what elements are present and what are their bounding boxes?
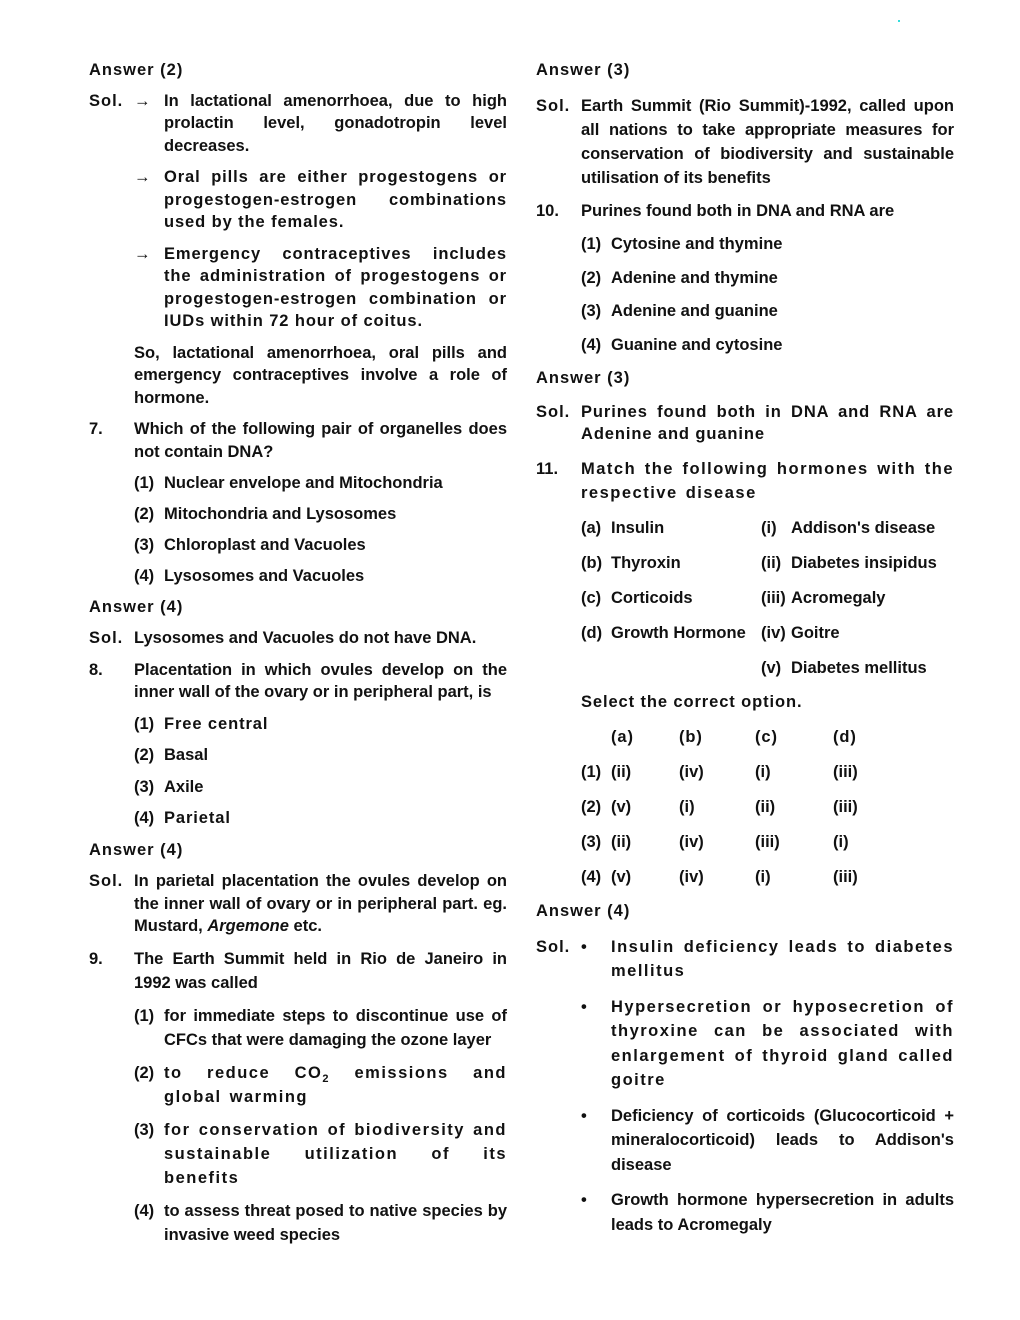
q8-solution (89, 870, 507, 938)
grid-cell: (iv) (679, 762, 704, 781)
q7-option-3[interactable] (134, 534, 507, 557)
question-text: Purines found both in DNA and RNA are (581, 201, 895, 220)
q11-answer: Answer (4) (536, 902, 631, 920)
match-row (581, 517, 954, 540)
option-text: Cytosine and thymine (611, 235, 783, 253)
grid-cell: (ii) (611, 762, 632, 781)
option-number: (1) (581, 235, 602, 253)
question-7 (89, 418, 507, 463)
grid-option-number[interactable]: (3) (581, 832, 602, 851)
question-text: The Earth Summit held in Rio de Janeiro in 1992 was called (134, 949, 507, 992)
grid-cell: (iv) (679, 832, 704, 851)
q6-sol-point (134, 243, 507, 333)
q7-option-2[interactable] (134, 503, 507, 526)
question-11 (536, 457, 954, 506)
q8-answer: Answer (4) (89, 840, 184, 859)
match-b-text: Goitre (791, 623, 840, 642)
option-number: (4) (581, 335, 602, 354)
option-number: (3) (134, 536, 155, 554)
sol-label: Sol. (536, 96, 571, 115)
sol-text-prefix: In parietal placentation the ovules develop on the inner wall of ovary or in peripheral part. eg. Mustard, (134, 872, 507, 935)
match-b-number: (v) (761, 658, 782, 677)
grid-cell: (v) (611, 797, 632, 816)
sol-point: Emergency contraceptives includes the administration of progestogens or progestogen-estrogen combination or IUDs within 72 hour of coitus. (164, 244, 507, 330)
sol-label: Sol. (536, 402, 571, 421)
match-row (581, 552, 954, 575)
match-a-number: (b) (581, 553, 603, 572)
match-a-text: Thyroxin (611, 553, 681, 572)
q10-option-1[interactable] (581, 233, 954, 256)
grid-cell: (i) (679, 797, 695, 816)
match-b-number: (iv) (761, 623, 786, 642)
match-row (581, 657, 954, 680)
bullet-icon: • (581, 997, 587, 1016)
grid-option-number[interactable]: (4) (581, 867, 602, 886)
option-text: Lysosomes and Vacuoles (164, 567, 365, 585)
option-text: Free central (164, 714, 269, 733)
match-b-number: (ii) (761, 553, 782, 572)
grid-cell: (iii) (755, 832, 780, 851)
option-number: (3) (134, 777, 155, 796)
instruction-text: Select the correct option. (581, 693, 803, 711)
arrow-icon: → (134, 244, 151, 263)
grid-header-cell: (c) (755, 727, 778, 746)
q9-option-3[interactable] (134, 1118, 507, 1190)
grid-header-cell: (d) (833, 727, 857, 746)
sol-text: Earth Summit (Rio Summit)-1992, called upon all nations to take appropriate measures for conservation of biodiversity and sustainable utilisation of its benefits (581, 96, 954, 187)
q8-option-3[interactable] (134, 776, 507, 799)
sol-label: Sol. (89, 629, 124, 647)
grid-header-cell: (a) (611, 727, 634, 746)
sol-text: Purines found both in DNA and RNA are Adenine and guanine (581, 402, 954, 443)
grid-option-number[interactable]: (2) (581, 797, 602, 816)
q11-solution (536, 935, 954, 984)
question-8 (89, 659, 507, 704)
match-row (581, 587, 954, 610)
match-a-text: Growth Hormone (611, 623, 746, 642)
q6-sol-conclusion: So, lactational amenorrhoea, oral pills and emergency contraceptives involve a role of hormone. (134, 343, 507, 407)
bullet-icon: • (581, 937, 587, 956)
q7-option-1[interactable] (134, 472, 507, 495)
q6-solution (89, 90, 507, 158)
question-10 (536, 200, 954, 223)
option-text: Parietal (164, 809, 231, 827)
q10-option-4[interactable] (581, 334, 954, 357)
match-a-text: Corticoids (611, 588, 693, 607)
question-text: Which of the following pair of organelles does not contain DNA? (134, 420, 507, 461)
q6-answer: Answer (2) (89, 61, 184, 79)
right-column (536, 56, 954, 1237)
match-row (581, 622, 954, 645)
q7-answer: Answer (4) (89, 598, 184, 616)
match-b-text: Acromegaly (791, 588, 886, 607)
sol-label: Sol. (536, 937, 571, 956)
sol-text-italic: Argemone (207, 917, 289, 935)
option-text: Guanine and cytosine (611, 335, 783, 354)
option-number: (4) (134, 1201, 155, 1220)
grid-header-cell: (b) (679, 727, 703, 746)
arrow-icon: → (134, 91, 151, 110)
sol-label: Sol. (89, 91, 124, 110)
match-a-number: (d) (581, 623, 603, 642)
match-b-text: Diabetes insipidus (791, 553, 937, 572)
sol-point: Growth hormone hypersecretion in adults leads to Acromegaly (611, 1191, 954, 1234)
sol-text: Lysosomes and Vacuoles do not have DNA. (134, 629, 477, 647)
option-number: (3) (134, 1120, 155, 1139)
answer-grid (581, 726, 954, 889)
question-number: 7. (89, 420, 103, 438)
q11-sol-point (581, 1104, 954, 1178)
option-text: Basal (164, 746, 209, 764)
option-number: (4) (134, 809, 155, 827)
option-number: (2) (134, 1063, 155, 1082)
q8-option-1[interactable] (134, 713, 507, 736)
option-text (164, 1061, 507, 1109)
grid-cell: (iii) (833, 867, 858, 886)
question-number: 8. (89, 660, 103, 679)
option-text: Nuclear envelope and Mitochondria (164, 474, 443, 492)
match-a-number: (a) (581, 518, 602, 537)
q6-sol-point (134, 166, 507, 234)
q11-sol-point (581, 1188, 954, 1237)
match-b-text: Addison's disease (791, 518, 936, 537)
option-number: (1) (134, 714, 155, 733)
grid-cell: (ii) (755, 797, 776, 816)
q9-option-4[interactable] (134, 1199, 507, 1247)
arrow-icon: → (134, 168, 151, 186)
grid-cell: (iii) (833, 762, 858, 781)
sol-point: Insulin deficiency leads to diabetes mellitus (611, 937, 954, 980)
option-number: (1) (134, 1006, 155, 1025)
sol-text-suffix: etc. (288, 917, 322, 935)
option-text: to assess threat posed to native species by invasive weed species (164, 1201, 507, 1244)
option-number: (2) (134, 746, 155, 764)
option-text: for conservation of biodiversity and sustainable utilization of its benefits (164, 1120, 507, 1187)
question-number: 9. (89, 949, 103, 968)
question-number: 11. (536, 459, 559, 478)
option-text: Mitochondria and Lysosomes (164, 505, 397, 523)
match-a-number: (c) (581, 588, 602, 607)
bullet-icon: • (581, 1106, 587, 1125)
q9-option-1[interactable] (134, 1004, 507, 1052)
left-column (89, 56, 507, 1247)
option-number: (2) (134, 505, 155, 523)
q11-sol-point (581, 995, 954, 1093)
bullet-icon: • (581, 1191, 587, 1209)
q9-answer: Answer (3) (536, 61, 631, 79)
option-number: (3) (581, 302, 602, 320)
option-text: Axile (164, 777, 204, 796)
match-b-number: (iii) (761, 588, 786, 607)
match-a-text: Insulin (611, 518, 665, 537)
grid-cell: (i) (755, 762, 771, 781)
option-text-prefix: to reduce CO (164, 1063, 323, 1082)
question-9 (89, 947, 507, 995)
sol-point: In lactational amenorrhoea, due to high prolactin level, gonadotropin level decreases. (164, 91, 507, 155)
grid-cell: (i) (755, 867, 771, 886)
grid-header-cell (581, 726, 611, 749)
option-text: Adenine and thymine (611, 268, 778, 287)
q10-option-3[interactable] (581, 300, 954, 323)
q9-solution (536, 94, 954, 190)
match-list (536, 517, 954, 680)
option-number: (4) (134, 567, 155, 585)
option-number: (1) (134, 474, 155, 492)
option-text: for immediate steps to discontinue use of CFCs that were damaging the ozone layer (164, 1006, 507, 1049)
sol-point: Deficiency of corticoids (Glucocorticoid + mineralocorticoid) leads to Addison's disease (611, 1106, 954, 1174)
grid-option-number[interactable]: (1) (581, 762, 602, 781)
option-number: (2) (581, 268, 602, 287)
match-b-number: (i) (761, 518, 777, 537)
grid-cell: (i) (833, 832, 849, 851)
question-text: Placentation in which ovules develop on the inner wall of the ovary or in peripheral part, is (134, 660, 507, 701)
option-text-suffix: emissions and global warming (164, 1063, 507, 1106)
q7-option-4[interactable] (134, 565, 507, 588)
option-text: Adenine and guanine (611, 302, 778, 320)
question-number: 10. (536, 201, 559, 220)
grid-cell: (ii) (611, 832, 632, 851)
corner-dot-artifact (898, 20, 900, 22)
q10-option-2[interactable] (581, 267, 954, 290)
sol-point: Oral pills are either progestogens or progestogen-estrogen combinations used by the females. (164, 168, 507, 231)
sol-label: Sol. (89, 872, 124, 890)
grid-cell: (v) (611, 867, 632, 886)
option-text: Chloroplast and Vacuoles (164, 536, 366, 554)
grid-cell: (iii) (833, 797, 858, 816)
grid-cell: (iv) (679, 867, 704, 886)
sol-point: Hypersecretion or hyposecretion of thyroxine can be associated with enlargement of thyroid gland called goitre (611, 997, 954, 1089)
match-b-text: Diabetes mellitus (791, 658, 927, 677)
sol-text (134, 870, 507, 938)
subscript: 2 (322, 1072, 330, 1085)
q9-option-2[interactable] (134, 1061, 507, 1109)
question-text: Match the following hormones with the respective disease (581, 459, 954, 502)
q10-answer: Answer (3) (536, 369, 631, 387)
q8-option-2[interactable] (134, 744, 507, 767)
q8-option-4[interactable] (134, 807, 507, 830)
q7-solution (89, 627, 507, 650)
q10-solution (536, 401, 954, 446)
